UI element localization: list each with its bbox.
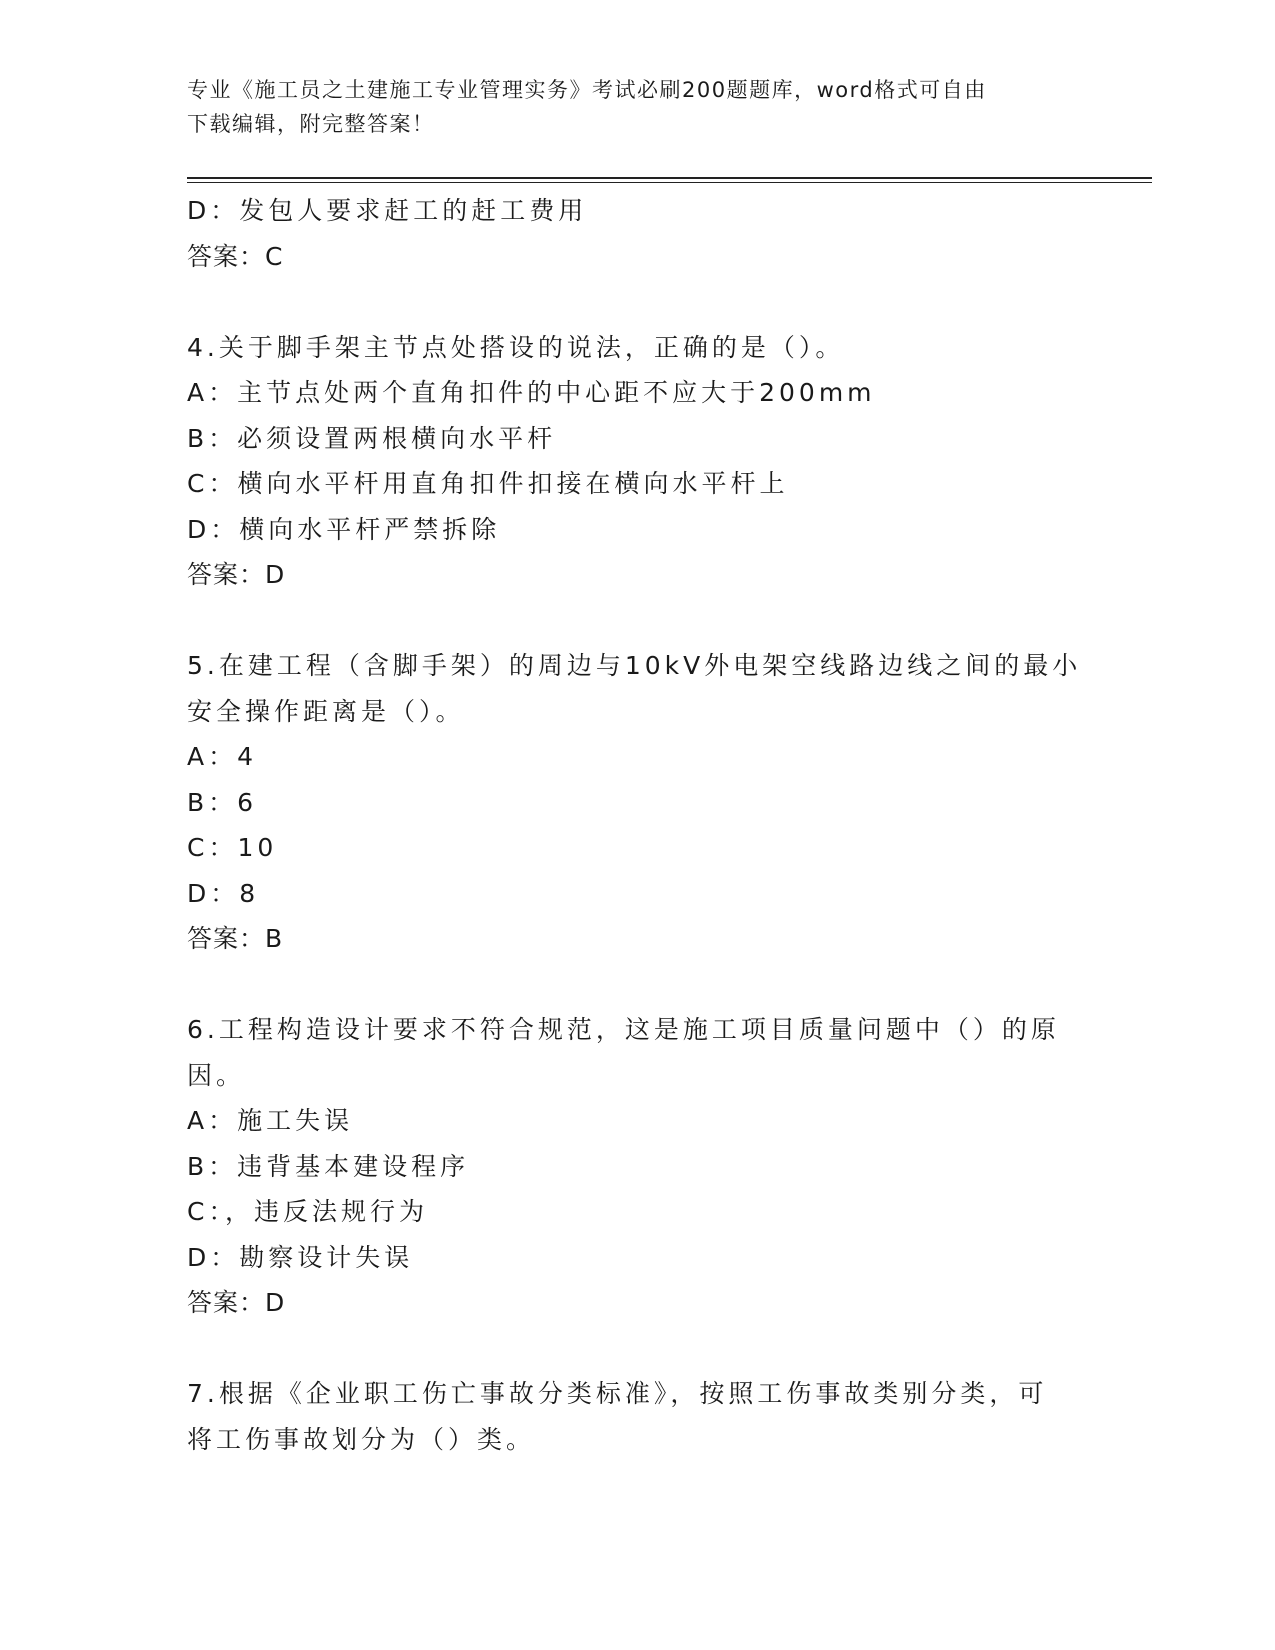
spacer (187, 962, 1087, 1008)
question-block (187, 643, 1087, 962)
answer: 答案：B (187, 924, 284, 953)
question-block (187, 1371, 1087, 1462)
option-c: C：10 (187, 833, 278, 862)
answer: 答案：D (187, 560, 286, 589)
option-d: D：8 (187, 878, 260, 908)
answer: 答案：D (187, 1288, 286, 1317)
option-b: B：必须设置两根横向水平杆 (187, 423, 557, 453)
question-block (187, 325, 1087, 598)
option-d: D：横向水平杆严禁拆除 (187, 514, 501, 544)
document-header (187, 73, 1077, 141)
option-a: A：主节点处两个直角扣件的中心距不应大于200mm (187, 378, 876, 407)
question-stem: 6.工程构造设计要求不符合规范，这是施工项目质量问题中（）的原 (187, 1015, 1060, 1044)
spacer (187, 279, 1087, 325)
option-c: C：横向水平杆用直角扣件扣接在横向水平杆上 (187, 469, 789, 498)
option-b: B：违背基本建设程序 (187, 1151, 470, 1181)
question-block (187, 1007, 1087, 1326)
question-stem: 4.关于脚手架主节点处搭设的说法，正确的是（）。 (187, 332, 845, 362)
prev-answer: 答案：C (187, 241, 284, 271)
question-stem-cont: 因。 (187, 1060, 246, 1090)
option-a: A：施工失误 (187, 1106, 354, 1135)
header-divider-thin (187, 182, 1152, 183)
question-stem: 7.根据《企业职工伤亡事故分类标准》，按照工伤事故类别分类，可 (187, 1379, 1048, 1408)
option-b: B：6 (187, 787, 258, 817)
option-c: C：，违反法规行为 (187, 1197, 428, 1226)
spacer (187, 1326, 1087, 1372)
option-a: A：4 (187, 742, 258, 771)
prev-option-d: D：发包人要求赶工的赶工费用 (187, 196, 588, 225)
header-line-2: 下载编辑，附完整答案！ (187, 112, 435, 136)
question-stem-cont: 安全操作距离是（）。 (187, 696, 465, 726)
question-stem-cont: 将工伤事故划分为（）类。 (187, 1424, 536, 1454)
document-body (187, 188, 1087, 1462)
header-line-1: 专业《施工员之土建施工专业管理实务》考试必刷200题题库，word格式可自由 (187, 78, 987, 102)
spacer (187, 598, 1087, 644)
header-divider-thick (187, 177, 1152, 179)
question-stem: 5.在建工程（含脚手架）的周边与10kV外电架空线路边线之间的最小 (187, 651, 1082, 680)
option-d: D：勘察设计失误 (187, 1242, 414, 1272)
